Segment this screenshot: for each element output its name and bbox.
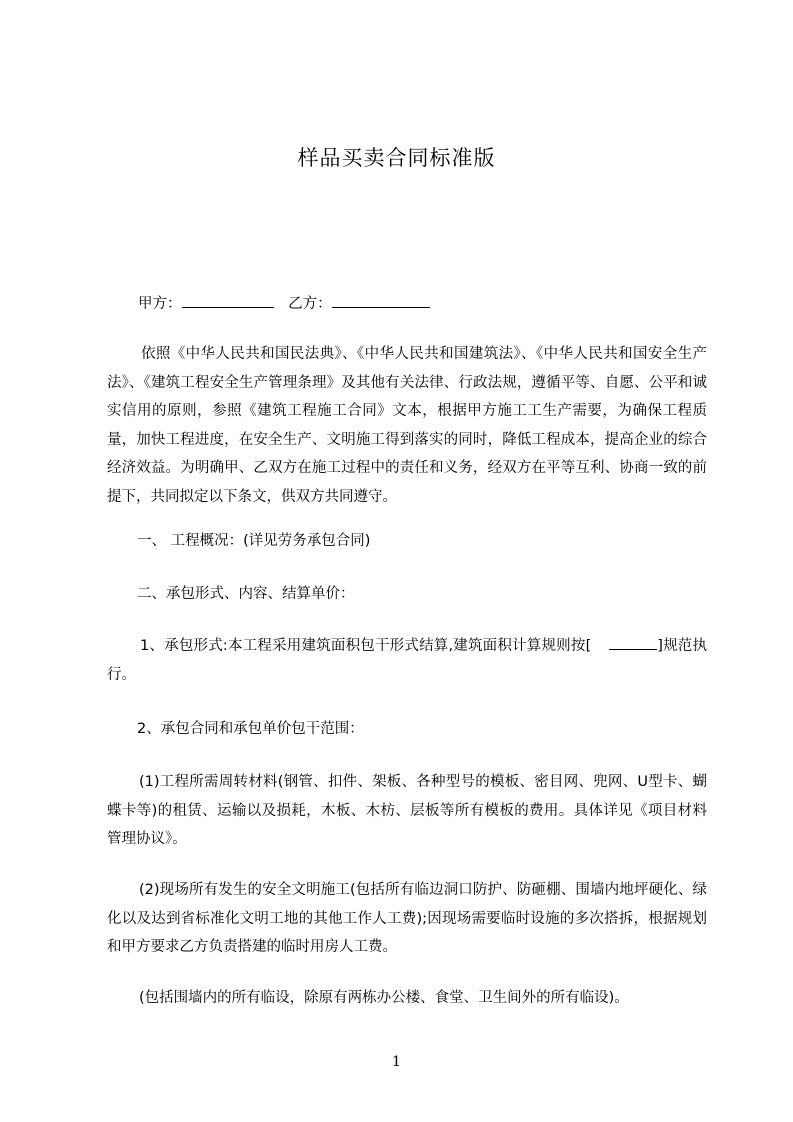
page-number: 1 [392, 1054, 401, 1070]
item-1-tail: 规范执行。 [107, 638, 708, 683]
parties-line [138, 292, 430, 313]
item-1-blank [609, 636, 657, 650]
item-1-text: 1、承包形式:本工程采用建筑面积包干形式结算,建筑面积计算规则按[ [140, 638, 592, 654]
party-b-label: 乙方： [288, 296, 332, 312]
section-1-heading: 一、 工程概况：(详见劳务承包合同) [137, 533, 371, 549]
party-a-label: 甲方： [138, 296, 182, 312]
section-2-heading: 二、承包形式、内容、结算单价： [137, 586, 355, 602]
document-title: 样品买卖合同标准版 [297, 146, 496, 170]
item-1-paragraph [107, 632, 707, 689]
intro-paragraph: 依照《中华人民共和国民法典》、《中华人民共和国建筑法》、《中华人民共和国安全生产法》、《建筑工程安全生产管理条理》及其他有关法律、行政法规，遵循平等、自愿、公平和诚实信用的原则，参照《建筑工程施工合同》文本，根据甲方施工工生产需要，为确保工程质量，加快工程进度，在安全生产、文明施工得到落实的同时，降低工程成本，提高企业的综合经济效益。为明确甲、乙双方在施工过程中的责任和义务，经双方在平等互利、协商一致的前提下，共同拟定以下条文，供双方共同遵守。 [107, 346, 707, 505]
item-2-heading: 2、承包合同和承包单价包干范围： [137, 721, 364, 737]
sub-item-1-paragraph: (1)工程所需周转材料(钢管、扣件、架板、各种型号的模板、密目网、兜网、U型卡、蝴蝶卡等)的租赁、运输以及损耗，木板、木枋、层板等所有模板的费用。具体详见《项目材料管理协议》。 [107, 774, 707, 848]
sub-item-2-paragraph: (2)现场所有发生的安全文明施工(包括所有临边洞口防护、防砸棚、围墙内地坪硬化、绿化以及达到省标准化文明工地的其他工作人工费);因现场需要临时设施的多次搭拆，根据规划和甲方要求乙方负责搭建的临时用房人工费。 [107, 882, 707, 956]
party-a-blank [182, 294, 274, 308]
note-paragraph: (包括围墙内的所有临设，除原有两栋办公楼、食堂、卫生间外的所有临设)。 [139, 990, 629, 1006]
item-1-close: ] [657, 638, 663, 654]
party-b-blank [332, 294, 430, 308]
